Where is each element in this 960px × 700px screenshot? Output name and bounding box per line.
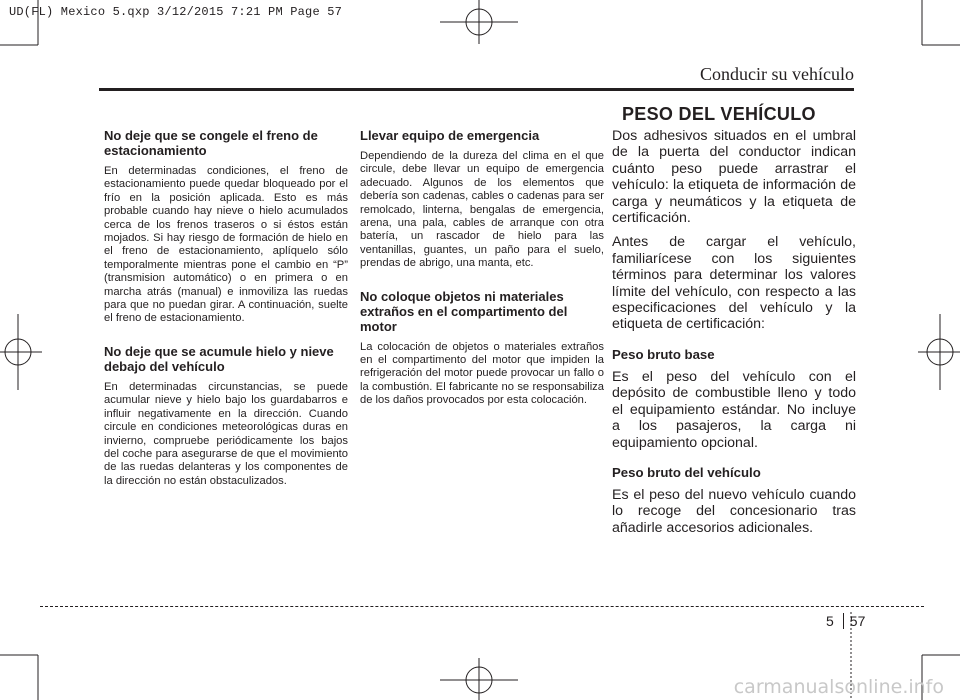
paragraph-parking-brake: En determinadas condiciones, el freno de estacionamiento puede quedar bloqueado por el frío en la posición aplicada. Esto es más probable cuando hay nieve o hielo acumulados cerca de los frenos traseros o si éstos están mojados. Si hay riesgo de formación de hielo en el freno de estacionamiento, aplíquelo sólo temporalmente mientras pone el cambio en “P” (transmision automático) o en primera o en marcha atrás (manual) e inmoviliza las ruedas para que no puedan girar. A continuación, suelte el freno de estacionamiento. [104, 165, 348, 325]
vehicle-weight-title: PESO DEL VEHÍCULO [622, 104, 816, 124]
heading-parking-brake: No deje que se congele el freno de estacionamiento [104, 128, 318, 158]
paragraph-emergency-equipment: Dependiendo de la dureza del clima en el que circule, debe llevar un equipo de emergencia adecuado. Algunos de los elementos que debería son cadenas, cables o cadenas para ser remolcado, linterna, bengalas de emergencia, arena, una pala, cables de arranque con otra batería, un rascador de hielo para las ventanillas, guantes, un paño para el suelo, prendas de abrigo, una manta, etc. [360, 150, 604, 270]
page-number [826, 613, 865, 629]
page-number-value: 57 [849, 613, 866, 629]
heading-emergency-equipment: Llevar equipo de emergencia [360, 128, 540, 143]
footer-rule [40, 606, 924, 607]
column-right [612, 128, 856, 544]
chapter-number: 5 [826, 613, 844, 629]
watermark: carmanualsonline.info [733, 676, 944, 698]
paragraph-weight-terms: Antes de cargar el vehículo, familiarícese con los siguientes términos para determinar los valores límite del vehículo, con respecto a las especificaciones del vehículo y la etiqueta de certificación: [612, 234, 856, 333]
section-title: Conducir su vehículo [700, 64, 854, 84]
heading-curb-weight: Peso bruto base [612, 346, 715, 362]
header-rule [99, 88, 854, 91]
heading-foreign-objects: No coloque objetos ni materiales extraños en el compartimento del motor [360, 288, 568, 334]
paragraph-gross-vehicle-weight: Es el peso del nuevo vehículo cuando lo recoge del concesionario tras añadirle accesorios adicionales. [612, 486, 856, 536]
column-left [104, 128, 348, 506]
print-slug: UD(FL) Mexico 5.qxp 3/12/2015 7:21 PM Page 57 [9, 5, 343, 19]
paragraph-weight-intro: Dos adhesivos situados en el umbral de la puerta del conductor indican cuánto peso puede arrastrar el vehículo: la etiqueta de información de carga y neumáticos y la etiqueta de certificación. [612, 128, 856, 227]
column-middle [360, 128, 604, 426]
paragraph-foreign-objects: La colocación de objetos o materiales extraños en el compartimento del motor que impiden la refrigeración del motor puede provocar un fallo o la combustión. El fabricante no se responsabiliza de los daños provocados por esta colocación. [360, 340, 604, 407]
paragraph-curb-weight: Es el peso del vehículo con el depósito de combustible lleno y todo el equipamiento estándar. No incluye a los pasajeros, la carga ni equipamiento opcional. [612, 368, 856, 451]
paragraph-ice-snow: En determinadas circunstancias, se puede acumular nieve y hielo bajo los guardabarros e influir negativamente en la dirección. Cuando circule en condiciones meteorológicas duras en invierno, compruebe periódicamente los bajos del coche para asegurarse de que el movimiento de las ruedas delanteras y los componentes de la dirección no están obstaculizados. [104, 380, 348, 487]
heading-ice-snow: No deje que se acumule hielo y nieve debajo del vehículo [104, 343, 334, 374]
heading-gross-vehicle-weight: Peso bruto del vehículo [612, 464, 761, 480]
